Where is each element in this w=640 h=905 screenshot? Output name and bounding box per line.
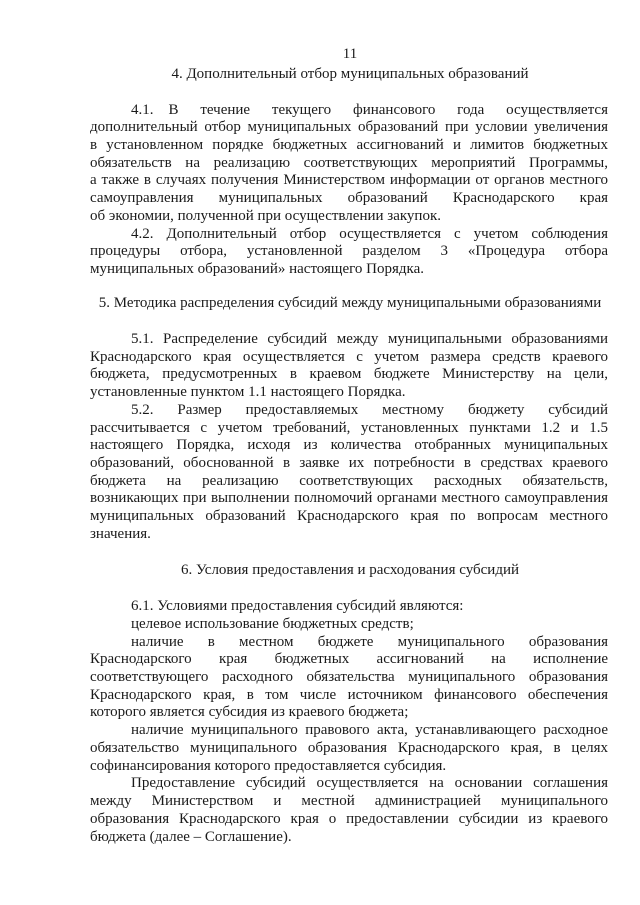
text-line: возникающих при выполнении полномочий органами местного самоуправления (90, 490, 608, 506)
text-line: 4.2. Дополнительный отбор осуществляется с учетом соблюдения (131, 226, 608, 242)
text-line: 6.1. Условиями предоставления субсидий являются: (131, 598, 464, 614)
section-heading-6: 6. Условия предоставления и расходования субсидий (180, 562, 520, 578)
text-line: 4.1. В течение текущего финансового года осуществляется (131, 102, 608, 118)
text-line: муниципальных образований» настоящего Порядка. (90, 261, 424, 277)
text-line: обязательство муниципального образования Краснодарского края, в целях (90, 740, 608, 756)
text-line: Предоставление субсидий осуществляется на основании соглашения (131, 775, 608, 791)
text-line: дополнительный отбор муниципальных образований при условии увеличения (90, 119, 608, 135)
text-line: соответствующего расходного обязательства муниципального образования (90, 669, 608, 685)
text-line: бюджета (далее – Соглашение). (90, 829, 292, 845)
text-line: значения. (90, 526, 151, 542)
text-line: наличие муниципального правового акта, устанавливающего расходное (131, 722, 608, 738)
text-line: рассчитывается с учетом требований, установленных пунктами 1.2 и 1.5 (90, 420, 608, 436)
page-number: 11 (342, 46, 358, 62)
text-line: бюджета, предусмотренных в краевом бюджете Министерству на цели, (90, 366, 608, 382)
text-line: Краснодарского края осуществляется с учетом размера средств краевого (90, 349, 608, 365)
text-line: 5.1. Распределение субсидий между муниципальными образованиями (131, 331, 608, 347)
text-line: между Министерством и местной администрацией муниципального (90, 793, 608, 809)
text-line: Краснодарского края, в том числе источником финансового обеспечения (90, 687, 608, 703)
text-line: которого является субсидия из краевого бюджета; (90, 704, 409, 720)
text-line: самоуправления муниципальных образований Краснодарского края (90, 190, 608, 206)
text-line: 5.2. Размер предоставляемых местному бюджету субсидий (131, 402, 608, 418)
section-heading-5: 5. Методика распределения субсидий между муниципальными образованиями (98, 295, 602, 311)
text-line: Краснодарского края бюджетных ассигнований на исполнение (90, 651, 608, 667)
text-line: установленные пунктом 1.1 настоящего Порядка. (90, 384, 406, 400)
text-line: образований, обоснованной в заявке их потребности в средствах краевого (90, 455, 608, 471)
text-line: бюджета на реализацию соответствующих расходных обязательств, (90, 473, 608, 489)
text-line: в установленном порядке бюджетных ассигнований и лимитов бюджетных (90, 137, 608, 153)
text-line: а также в случаях получения Министерством информации от органов местного (90, 172, 608, 188)
text-line: наличие в местном бюджете муниципального образования (131, 634, 608, 650)
text-line: обязательств на реализацию соответствующих мероприятий Программы, (90, 155, 608, 171)
text-line: процедуры отбора, установленной разделом 3 «Процедура отбора (90, 243, 608, 259)
text-line: об экономии, полученной при осуществлении закупок. (90, 208, 441, 224)
text-line: настоящего Порядка, исходя из количества отобранных муниципальных (90, 437, 608, 453)
section-heading-4: 4. Дополнительный отбор муниципальных образований (171, 66, 529, 82)
text-line: софинансирования которого предоставляется субсидия. (90, 758, 447, 774)
text-line: образования Краснодарского края о предоставлении субсидии из краевого (90, 811, 608, 827)
text-line: целевое использование бюджетных средств; (131, 616, 414, 632)
text-line: муниципальных образований Краснодарского края по вопросам местного (90, 508, 608, 524)
